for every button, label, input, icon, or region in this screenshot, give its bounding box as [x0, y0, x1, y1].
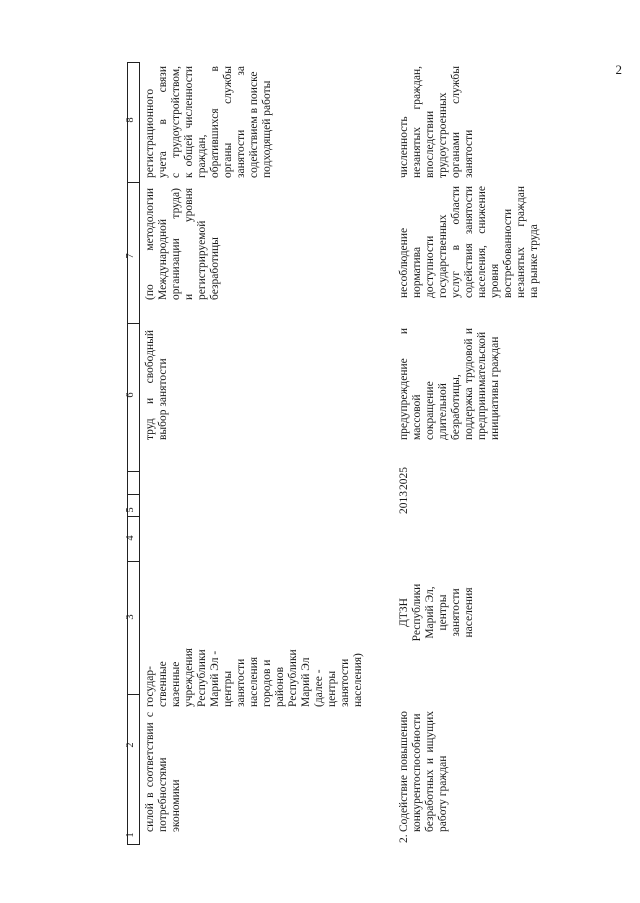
table-rotated — [125, 62, 540, 845]
col-divider — [127, 494, 139, 495]
header-col-2: 2 — [125, 742, 136, 748]
row2-col4-year: 2013 — [398, 491, 410, 514]
header-col-5: 5 — [125, 507, 136, 513]
page-number: 2 — [615, 62, 622, 77]
header-col-3: 3 — [125, 614, 136, 620]
col-divider — [127, 694, 139, 695]
row1-col2-text: силой в соответствии с потребностями экономики — [144, 712, 182, 832]
header-col-1: 1 — [125, 832, 136, 838]
row2-col2-text: Содействие повышению конкурентоспособности безработных и ищущих работу граждан — [398, 711, 449, 832]
col-divider — [127, 182, 139, 183]
table-header-rule — [139, 62, 140, 845]
header-col-7: 7 — [125, 253, 136, 259]
row2-col5-year: 2025 — [398, 467, 410, 490]
table-grid — [127, 62, 517, 845]
header-col-4: 4 — [125, 535, 136, 541]
row2-col7-text: несоблюдение норматива доступности государственных услуг в области содействия занятости населения, снижение уровня востребованности незанятых граждан на рынке труда — [398, 186, 540, 298]
col-divider — [127, 62, 139, 63]
row1-col8-text: регистрационного учета в связи с трудоустройством, к общей численности граждан, обратившихся в органы службы занятости за содействием в поиске подходящей работы — [144, 66, 273, 178]
row1-col7-text: (по методологии Международной организации труда) и уровня регистрируемой безработицы — [144, 188, 221, 300]
row2-col3-text: ДТЗН Республики Марий Эл, центры занятости населения — [398, 583, 475, 642]
row2-col6-text: предупреждение и массовой сокращение длительной безработицы, поддержка трудовой и предпринимательской инициативы граждан — [398, 328, 501, 440]
table-top-rule — [127, 62, 128, 845]
header-col-8: 8 — [125, 117, 136, 123]
col-divider — [127, 561, 139, 562]
row1-col6-text: труд и свободный выбор занятости — [144, 330, 169, 440]
row1-col3-text: государ- ственные казенные учреждения Республики Марий Эл - центры занятости населения городов и районов Республики Марий Эл (далее - центры занятости населения) — [144, 648, 364, 707]
col-divider — [127, 323, 139, 324]
header-col-6: 6 — [125, 392, 136, 398]
col-divider — [127, 471, 139, 472]
row2-number: 2. — [398, 834, 410, 843]
row2-col8-text: численность незанятых граждан, впоследствии трудоустроенных органами службы занятости — [398, 66, 475, 178]
